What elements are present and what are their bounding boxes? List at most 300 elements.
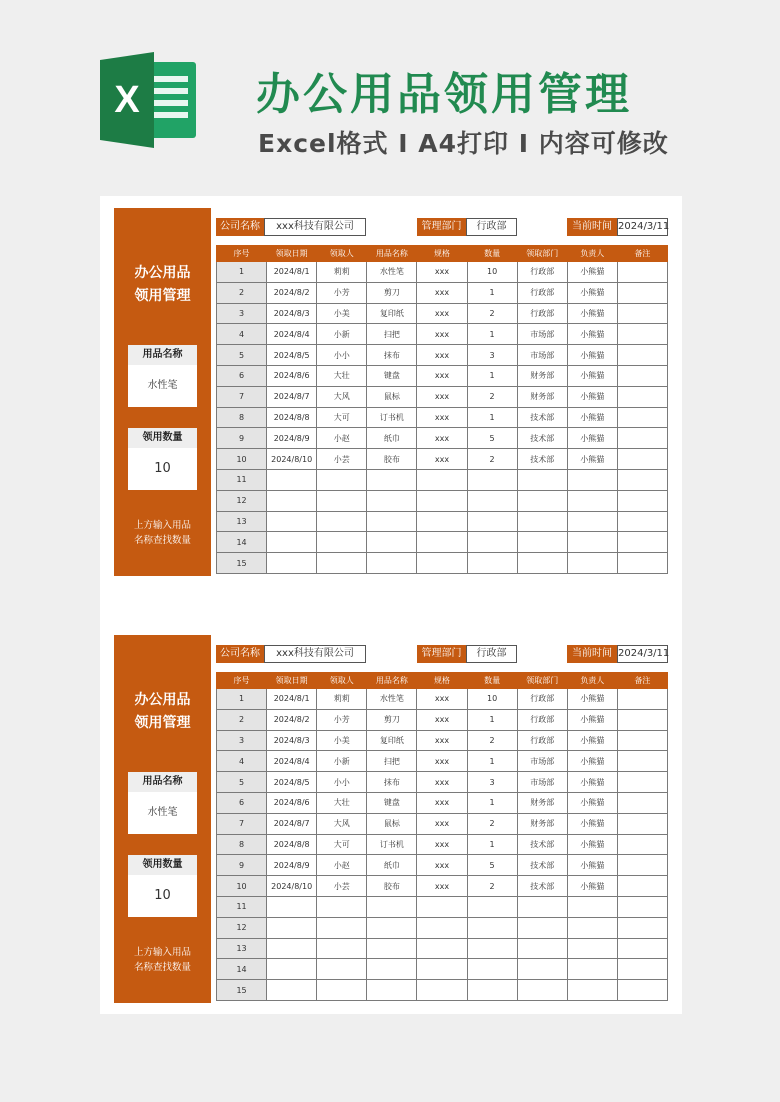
table-cell[interactable] — [417, 469, 467, 490]
table-cell[interactable]: 1 — [467, 709, 517, 730]
dept-value[interactable]: 行政部 — [466, 218, 517, 236]
table-cell[interactable]: 复印纸 — [367, 303, 417, 324]
table-cell[interactable] — [367, 938, 417, 959]
item-name-box[interactable] — [128, 772, 197, 834]
table-row — [217, 876, 668, 897]
table-cell[interactable]: 1 — [467, 365, 517, 386]
table-cell[interactable]: 5 — [467, 428, 517, 449]
row-index-cell: 7 — [217, 386, 267, 407]
table-cell[interactable] — [467, 532, 517, 553]
table-cell[interactable] — [417, 511, 467, 532]
table-cell[interactable]: 2024/8/1 — [267, 689, 317, 710]
table-cell[interactable]: 2024/8/3 — [267, 730, 317, 751]
side-panel — [114, 635, 211, 1003]
table-row — [217, 980, 668, 1001]
table-cell[interactable] — [617, 959, 667, 980]
table-cell[interactable]: 2024/8/4 — [267, 751, 317, 772]
table-cell[interactable] — [517, 469, 567, 490]
table-cell[interactable]: 小赵 — [317, 855, 367, 876]
table-cell[interactable]: 行政部 — [517, 262, 567, 283]
table-cell[interactable] — [517, 980, 567, 1001]
table-cell[interactable]: 小熊猫 — [567, 428, 617, 449]
row-index-cell: 5 — [217, 345, 267, 366]
table-cell[interactable] — [617, 365, 667, 386]
table-row — [217, 469, 668, 490]
dept-value[interactable]: 行政部 — [466, 645, 517, 663]
row-index-cell: 4 — [217, 324, 267, 345]
table-cell[interactable]: 小美 — [317, 730, 367, 751]
column-header: 领取部门 — [517, 246, 567, 262]
table-cell[interactable] — [367, 980, 417, 1001]
table-cell[interactable] — [267, 959, 317, 980]
table-cell[interactable] — [567, 980, 617, 1001]
table-cell[interactable] — [367, 469, 417, 490]
table-cell[interactable] — [467, 469, 517, 490]
table-cell[interactable] — [267, 980, 317, 1001]
column-header: 数量 — [467, 673, 517, 689]
table-cell[interactable] — [367, 553, 417, 574]
side-title-line: 领用管理 — [134, 715, 191, 731]
table-cell[interactable]: 小赵 — [317, 428, 367, 449]
table-cell[interactable]: 1 — [467, 834, 517, 855]
table-cell[interactable]: 小熊猫 — [567, 709, 617, 730]
table-cell[interactable]: 小新 — [317, 324, 367, 345]
table-cell[interactable]: 水性笔 — [367, 262, 417, 283]
table-cell[interactable]: 胶布 — [367, 876, 417, 897]
table-row — [217, 282, 668, 303]
table-cell[interactable]: 小美 — [317, 303, 367, 324]
item-name-label: 用品名称 — [128, 345, 197, 365]
table-cell[interactable]: xxx — [417, 407, 467, 428]
table-cell[interactable] — [317, 490, 367, 511]
table-cell[interactable]: 小熊猫 — [567, 834, 617, 855]
table-cell[interactable] — [467, 490, 517, 511]
column-header: 规格 — [417, 673, 467, 689]
table-cell[interactable]: 2024/8/6 — [267, 365, 317, 386]
table-cell[interactable] — [517, 917, 567, 938]
table-cell[interactable]: 剪刀 — [367, 709, 417, 730]
table-cell[interactable] — [317, 469, 367, 490]
table-cell[interactable] — [467, 980, 517, 1001]
table-cell[interactable] — [617, 532, 667, 553]
table-cell[interactable]: 1 — [467, 751, 517, 772]
table-cell[interactable] — [317, 959, 367, 980]
table-cell[interactable] — [617, 553, 667, 574]
table-cell[interactable]: 行政部 — [517, 709, 567, 730]
table-cell[interactable]: 财务部 — [517, 813, 567, 834]
page-title: 办公用品领用管理 — [256, 69, 632, 120]
table-cell[interactable]: xxx — [417, 345, 467, 366]
table-cell[interactable]: 小熊猫 — [567, 449, 617, 470]
table-cell[interactable] — [617, 345, 667, 366]
table-cell[interactable] — [617, 917, 667, 938]
table-cell[interactable]: 2024/8/4 — [267, 324, 317, 345]
table-cell[interactable]: xxx — [417, 751, 467, 772]
table-cell[interactable] — [467, 938, 517, 959]
table-cell[interactable]: 抹布 — [367, 772, 417, 793]
table-cell[interactable]: 10 — [467, 262, 517, 283]
table-cell[interactable] — [617, 449, 667, 470]
quantity-box[interactable] — [128, 855, 197, 917]
table-cell[interactable] — [617, 469, 667, 490]
table-cell[interactable]: 小熊猫 — [567, 324, 617, 345]
table-cell[interactable]: 小熊猫 — [567, 792, 617, 813]
table-cell[interactable] — [517, 532, 567, 553]
table-cell[interactable] — [617, 303, 667, 324]
date-value[interactable]: 2024/3/11 — [617, 218, 668, 236]
table-cell[interactable]: 小熊猫 — [567, 689, 617, 710]
row-index-cell: 6 — [217, 365, 267, 386]
table-cell[interactable] — [467, 959, 517, 980]
table-cell[interactable]: 行政部 — [517, 282, 567, 303]
row-index-cell: 13 — [217, 511, 267, 532]
table-cell[interactable]: 订书机 — [367, 407, 417, 428]
table-row — [217, 511, 668, 532]
table-row — [217, 938, 668, 959]
table-cell[interactable]: 财务部 — [517, 386, 567, 407]
item-name-value[interactable]: 水性笔 — [147, 380, 178, 391]
date-value[interactable]: 2024/3/11 — [617, 645, 668, 663]
table-cell[interactable]: 键盘 — [367, 792, 417, 813]
table-cell[interactable]: xxx — [417, 282, 467, 303]
table-cell[interactable]: 市场部 — [517, 751, 567, 772]
item-name-box[interactable] — [128, 345, 197, 407]
table-cell[interactable]: 键盘 — [367, 365, 417, 386]
table-cell[interactable]: xxx — [417, 365, 467, 386]
row-index-cell: 9 — [217, 428, 267, 449]
table-cell[interactable] — [567, 938, 617, 959]
table-cell[interactable] — [617, 428, 667, 449]
table-cell[interactable] — [267, 469, 317, 490]
table-cell[interactable]: 2 — [467, 303, 517, 324]
table-cell[interactable] — [617, 834, 667, 855]
company-label: 公司名称 — [216, 645, 264, 663]
table-cell[interactable]: xxx — [417, 303, 467, 324]
table-cell[interactable]: 技术部 — [517, 428, 567, 449]
table-cell[interactable]: xxx — [417, 792, 467, 813]
table-cell[interactable] — [267, 553, 317, 574]
table-cell[interactable]: xxx — [417, 449, 467, 470]
row-index-cell: 4 — [217, 751, 267, 772]
table-cell[interactable]: 2 — [467, 449, 517, 470]
table-cell[interactable]: 小熊猫 — [567, 365, 617, 386]
hint-line: 名称查找数量 — [133, 535, 191, 546]
table-cell[interactable] — [617, 490, 667, 511]
table-cell[interactable] — [567, 469, 617, 490]
table-cell[interactable] — [417, 896, 467, 917]
table-cell[interactable] — [317, 980, 367, 1001]
table-cell[interactable]: 2024/8/2 — [267, 282, 317, 303]
table-cell[interactable]: 小熊猫 — [567, 772, 617, 793]
table-cell[interactable]: 3 — [467, 772, 517, 793]
table-cell[interactable]: 扫把 — [367, 324, 417, 345]
table-cell[interactable]: 小芸 — [317, 449, 367, 470]
table-cell[interactable]: 小熊猫 — [567, 345, 617, 366]
table-cell[interactable]: xxx — [417, 855, 467, 876]
table-cell[interactable]: 2024/8/8 — [267, 834, 317, 855]
table-cell[interactable]: 2024/8/3 — [267, 303, 317, 324]
table-cell[interactable] — [617, 386, 667, 407]
table-cell[interactable]: 2024/8/1 — [267, 262, 317, 283]
table-cell[interactable]: 大壮 — [317, 792, 367, 813]
table-cell[interactable]: 财务部 — [517, 365, 567, 386]
table-cell[interactable]: xxx — [417, 689, 467, 710]
table-cell[interactable] — [517, 896, 567, 917]
table-cell[interactable]: 小熊猫 — [567, 386, 617, 407]
table-cell[interactable] — [617, 751, 667, 772]
table-cell[interactable] — [517, 490, 567, 511]
table-cell[interactable]: 技术部 — [517, 407, 567, 428]
table-cell[interactable] — [567, 917, 617, 938]
table-cell[interactable] — [317, 896, 367, 917]
table-cell[interactable] — [517, 938, 567, 959]
table-cell[interactable] — [567, 490, 617, 511]
table-cell[interactable]: 小芳 — [317, 709, 367, 730]
row-index-cell: 8 — [217, 834, 267, 855]
table-cell[interactable]: 市场部 — [517, 345, 567, 366]
record-section-2 — [114, 635, 670, 1003]
table-row — [217, 834, 668, 855]
table-cell[interactable] — [567, 511, 617, 532]
table-cell[interactable]: 小小 — [317, 772, 367, 793]
table-cell[interactable] — [467, 896, 517, 917]
table-cell[interactable]: 大可 — [317, 407, 367, 428]
table-cell[interactable] — [467, 553, 517, 574]
table-cell[interactable] — [617, 876, 667, 897]
quantity-box[interactable] — [128, 428, 197, 490]
row-index-cell: 13 — [217, 938, 267, 959]
table-cell[interactable] — [567, 896, 617, 917]
table-row — [217, 449, 668, 470]
table-cell[interactable] — [417, 938, 467, 959]
table-cell[interactable]: 小熊猫 — [567, 751, 617, 772]
table-cell[interactable] — [317, 938, 367, 959]
table-cell[interactable]: 小芳 — [317, 282, 367, 303]
row-index-cell: 1 — [217, 262, 267, 283]
table-cell[interactable]: 小熊猫 — [567, 262, 617, 283]
table-cell[interactable]: 小熊猫 — [567, 407, 617, 428]
table-cell[interactable] — [617, 324, 667, 345]
item-name-value[interactable]: 水性笔 — [147, 807, 178, 818]
table-cell[interactable]: 2024/8/9 — [267, 855, 317, 876]
table-cell[interactable]: 莉莉 — [317, 689, 367, 710]
company-value[interactable]: xxx科技有限公司 — [264, 645, 366, 663]
table-cell[interactable]: xxx — [417, 262, 467, 283]
table-cell[interactable]: 2024/8/5 — [267, 345, 317, 366]
table-cell[interactable] — [267, 896, 317, 917]
table-row — [217, 386, 668, 407]
table-cell[interactable]: 胶布 — [367, 449, 417, 470]
column-header: 备注 — [617, 246, 667, 262]
table-cell[interactable]: 大可 — [317, 834, 367, 855]
table-cell[interactable] — [317, 553, 367, 574]
table-cell[interactable]: 2024/8/10 — [267, 876, 317, 897]
table-cell[interactable]: 2024/8/9 — [267, 428, 317, 449]
table-cell[interactable]: 市场部 — [517, 772, 567, 793]
table-cell[interactable]: 财务部 — [517, 792, 567, 813]
table-cell[interactable]: 市场部 — [517, 324, 567, 345]
table-cell[interactable] — [367, 511, 417, 532]
table-cell[interactable]: 小熊猫 — [567, 730, 617, 751]
table-cell[interactable]: 纸巾 — [367, 855, 417, 876]
table-cell[interactable] — [317, 511, 367, 532]
table-cell[interactable]: 2 — [467, 730, 517, 751]
table-cell[interactable]: 大壮 — [317, 365, 367, 386]
table-cell[interactable] — [267, 917, 317, 938]
table-cell[interactable]: xxx — [417, 834, 467, 855]
table-cell[interactable] — [267, 490, 317, 511]
table-cell[interactable]: 抹布 — [367, 345, 417, 366]
dept-label: 管理部门 — [417, 645, 466, 663]
table-cell[interactable]: 3 — [467, 345, 517, 366]
company-value[interactable]: xxx科技有限公司 — [264, 218, 366, 236]
row-index-cell: 12 — [217, 917, 267, 938]
table-cell[interactable]: 技术部 — [517, 855, 567, 876]
table-cell[interactable] — [417, 980, 467, 1001]
table-cell[interactable]: xxx — [417, 876, 467, 897]
table-cell[interactable] — [367, 959, 417, 980]
table-cell[interactable] — [417, 490, 467, 511]
table-cell[interactable]: xxx — [417, 813, 467, 834]
table-cell[interactable]: xxx — [417, 730, 467, 751]
table-cell[interactable]: 订书机 — [367, 834, 417, 855]
table-cell[interactable] — [467, 917, 517, 938]
table-cell[interactable]: 2024/8/10 — [267, 449, 317, 470]
table-cell[interactable] — [317, 917, 367, 938]
table-cell[interactable]: 剪刀 — [367, 282, 417, 303]
table-cell[interactable] — [617, 855, 667, 876]
table-cell[interactable]: 2024/8/7 — [267, 813, 317, 834]
table-cell[interactable]: 纸巾 — [367, 428, 417, 449]
row-index-cell: 10 — [217, 449, 267, 470]
table-cell[interactable]: xxx — [417, 428, 467, 449]
table-cell[interactable] — [617, 813, 667, 834]
table-cell[interactable]: 2024/8/2 — [267, 709, 317, 730]
table-cell[interactable] — [417, 959, 467, 980]
table-cell[interactable]: 行政部 — [517, 303, 567, 324]
table-cell[interactable] — [367, 490, 417, 511]
table-cell[interactable] — [617, 689, 667, 710]
table-cell[interactable] — [617, 792, 667, 813]
table-cell[interactable] — [567, 532, 617, 553]
table-cell[interactable]: 2024/8/6 — [267, 792, 317, 813]
table-cell[interactable]: 技术部 — [517, 834, 567, 855]
table-cell[interactable] — [367, 532, 417, 553]
table-cell[interactable]: 大风 — [317, 813, 367, 834]
table-cell[interactable] — [617, 407, 667, 428]
table-cell[interactable]: 2 — [467, 813, 517, 834]
table-cell[interactable]: xxx — [417, 324, 467, 345]
date-label: 当前时间 — [567, 645, 617, 663]
table-cell[interactable]: xxx — [417, 709, 467, 730]
table-cell[interactable] — [617, 772, 667, 793]
table-cell[interactable]: xxx — [417, 772, 467, 793]
table-cell[interactable] — [617, 980, 667, 1001]
table-cell[interactable] — [617, 262, 667, 283]
table-cell[interactable] — [617, 730, 667, 751]
row-index-cell: 14 — [217, 959, 267, 980]
table-cell[interactable]: 行政部 — [517, 689, 567, 710]
table-cell[interactable]: 2024/8/8 — [267, 407, 317, 428]
table-row — [217, 365, 668, 386]
table-cell[interactable]: 复印纸 — [367, 730, 417, 751]
table-cell[interactable]: 大风 — [317, 386, 367, 407]
table-cell[interactable] — [417, 532, 467, 553]
table-cell[interactable]: 2024/8/7 — [267, 386, 317, 407]
table-cell[interactable] — [267, 532, 317, 553]
table-cell[interactable] — [517, 959, 567, 980]
table-cell[interactable]: 1 — [467, 282, 517, 303]
table-row — [217, 689, 668, 710]
table-cell[interactable]: 行政部 — [517, 730, 567, 751]
column-header: 领取部门 — [517, 673, 567, 689]
table-cell[interactable] — [517, 511, 567, 532]
column-header: 领取人 — [317, 246, 367, 262]
table-cell[interactable]: 技术部 — [517, 449, 567, 470]
table-cell[interactable]: 1 — [467, 324, 517, 345]
table-cell[interactable] — [467, 511, 517, 532]
table-cell[interactable] — [617, 896, 667, 917]
table-cell[interactable] — [517, 553, 567, 574]
table-cell[interactable] — [367, 896, 417, 917]
table-cell[interactable] — [317, 532, 367, 553]
table-cell[interactable]: 小熊猫 — [567, 876, 617, 897]
table-cell[interactable]: xxx — [417, 386, 467, 407]
side-title — [114, 689, 211, 735]
table-cell[interactable] — [367, 917, 417, 938]
table-cell[interactable]: 小芸 — [317, 876, 367, 897]
row-index-cell: 8 — [217, 407, 267, 428]
side-title-line: 办公用品 — [134, 692, 191, 708]
table-cell[interactable] — [567, 959, 617, 980]
row-index-cell: 9 — [217, 855, 267, 876]
table-cell[interactable] — [267, 938, 317, 959]
table-cell[interactable] — [617, 938, 667, 959]
table-cell[interactable]: 水性笔 — [367, 689, 417, 710]
table-cell[interactable]: 小熊猫 — [567, 855, 617, 876]
table-cell[interactable]: 技术部 — [517, 876, 567, 897]
table-cell[interactable]: 10 — [467, 689, 517, 710]
table-cell[interactable]: 小熊猫 — [567, 303, 617, 324]
table-row — [217, 730, 668, 751]
table-cell[interactable] — [267, 511, 317, 532]
table-cell[interactable]: 鼠标 — [367, 386, 417, 407]
table-row — [217, 262, 668, 283]
table-cell[interactable] — [417, 553, 467, 574]
table-cell[interactable]: 1 — [467, 792, 517, 813]
table-cell[interactable]: 莉莉 — [317, 262, 367, 283]
table-cell[interactable]: 2 — [467, 876, 517, 897]
table-cell[interactable]: 2024/8/5 — [267, 772, 317, 793]
table-cell[interactable]: 小熊猫 — [567, 282, 617, 303]
side-panel — [114, 208, 211, 576]
table-cell[interactable] — [617, 282, 667, 303]
table-cell[interactable] — [617, 511, 667, 532]
table-cell[interactable]: 5 — [467, 855, 517, 876]
table-cell[interactable]: 1 — [467, 407, 517, 428]
table-cell[interactable]: 扫把 — [367, 751, 417, 772]
table-cell[interactable] — [617, 709, 667, 730]
table-cell[interactable]: 鼠标 — [367, 813, 417, 834]
item-name-label: 用品名称 — [128, 772, 197, 792]
table-cell[interactable] — [417, 917, 467, 938]
table-cell[interactable]: 小新 — [317, 751, 367, 772]
table-cell[interactable]: 2 — [467, 386, 517, 407]
table-cell[interactable]: 小熊猫 — [567, 813, 617, 834]
table-row — [217, 792, 668, 813]
table-cell[interactable] — [567, 553, 617, 574]
table-cell[interactable]: 小小 — [317, 345, 367, 366]
